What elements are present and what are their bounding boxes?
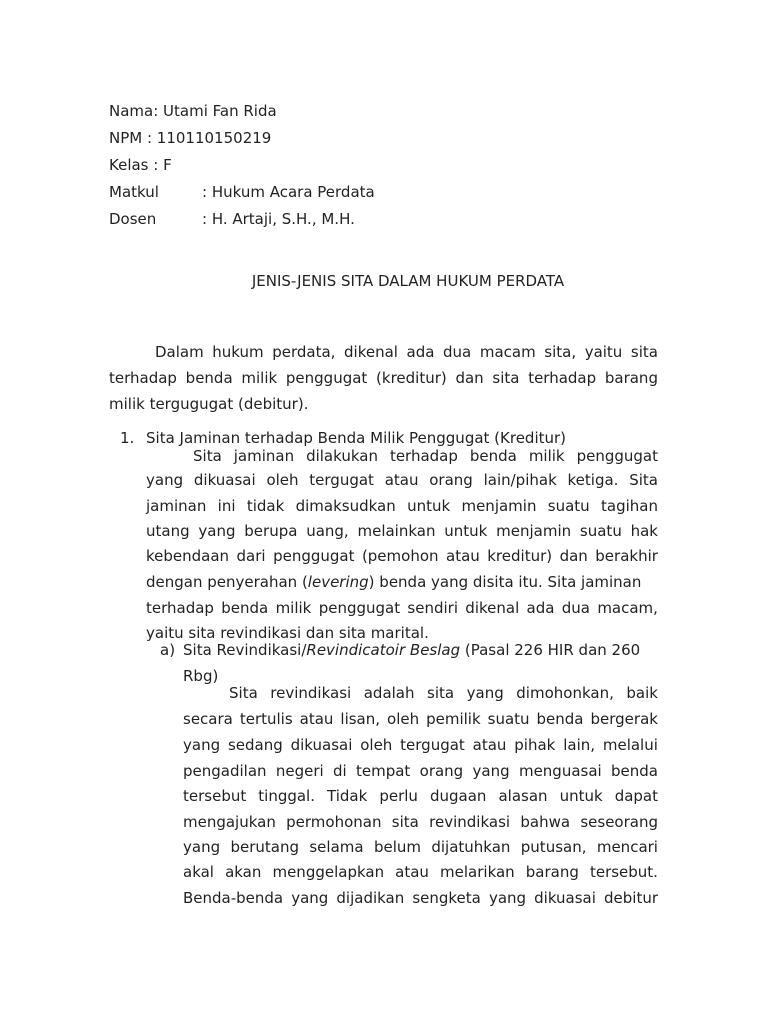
section-1-line2: yang dikuasai oleh tergugat atau orang lain/pihak ketiga. Sita: [146, 471, 658, 489]
section-1-body: [146, 446, 658, 466]
student-name: Nama: Utami Fan Rida: [109, 102, 277, 120]
course-value: : Hukum Acara Perdata: [202, 183, 375, 201]
subsection-a-line9: Benda-benda yang dijadikan sengketa yang dikuasai debitur: [183, 889, 658, 907]
section-1-number: 1.: [120, 429, 135, 447]
intro-line: Dalam hukum perdata, dikenal ada dua macam sita, yaitu sita: [155, 343, 658, 361]
subsection-a-line4: pengadilan negeri di tempat orang yang menguasai benda: [183, 762, 658, 780]
subsection-a-line2: secara tertulis atau lisan, oleh pemilik suatu benda bergerak: [183, 710, 658, 728]
section-1-line6: dengan penyerahan ( levering ) benda yang disita itu. Sita jaminan: [146, 573, 642, 591]
subsection-a-heading-line2: Rbg): [183, 667, 219, 685]
section-1-line4: utang yang berupa uang, melainkan untuk menjamin suatu hak: [146, 522, 658, 540]
subsection-a-line3: yang sedang dikuasai oleh tergugat atau pihak lain, melalui: [183, 736, 658, 754]
student-class: Kelas : F: [109, 156, 172, 174]
subsection-a-line6: mengajukan permohonan sita revindikasi bahwa seseorang: [183, 813, 658, 831]
subsection-a-label: a): [160, 641, 176, 659]
intro-paragraph-line2: terhadap benda milik penggugat (kreditur) dan sita terhadap barang: [109, 369, 658, 387]
course-label: Matkul: [109, 183, 159, 201]
section-1-line3: jaminan ini tidak dimaksudkan untuk menjamin suatu tagihan: [146, 497, 658, 515]
section-1-line7: terhadap benda milik penggugat sendiri dikenal ada dua macam,: [146, 599, 658, 617]
section-1-heading: Sita Jaminan terhadap Benda Milik Penggugat (Kreditur): [146, 429, 567, 447]
lecturer-label: Dosen: [109, 210, 157, 228]
section-1-line5: kebendaan dari penggugat (pemohon atau kreditur) dan berakhir: [146, 547, 658, 565]
subsection-a-heading: Sita Revindikasi/Revindicatoir Beslag (Pasal 226 HIR dan 260: [183, 641, 641, 659]
student-npm: NPM : 110110150219: [109, 129, 272, 147]
section-1-line8: yaitu sita revindikasi dan sita marital.: [146, 624, 429, 642]
subsection-a-body: Sita revindikasi adalah sita yang dimohonkan, baik: [229, 684, 658, 702]
document-title: JENIS-JENIS SITA DALAM HUKUM PERDATA: [251, 272, 565, 290]
lecturer-value: : H. Artaji, S.H., M.H.: [202, 210, 355, 228]
body-line: Sita jaminan dilakukan terhadap benda milik penggugat: [193, 447, 658, 465]
subsection-a-line8: akal akan menggelapkan atau melarikan barang tersebut.: [183, 863, 658, 881]
intro-paragraph-line3: milik tergugugat (debitur).: [109, 395, 309, 413]
intro-paragraph: [109, 342, 658, 362]
subsection-a-line7: yang berutang selama belum dijatuhkan putusan, mencari: [183, 838, 658, 856]
subsection-a-line5: tersebut tinggal. Tidak perlu dugaan alasan untuk dapat: [183, 787, 658, 805]
